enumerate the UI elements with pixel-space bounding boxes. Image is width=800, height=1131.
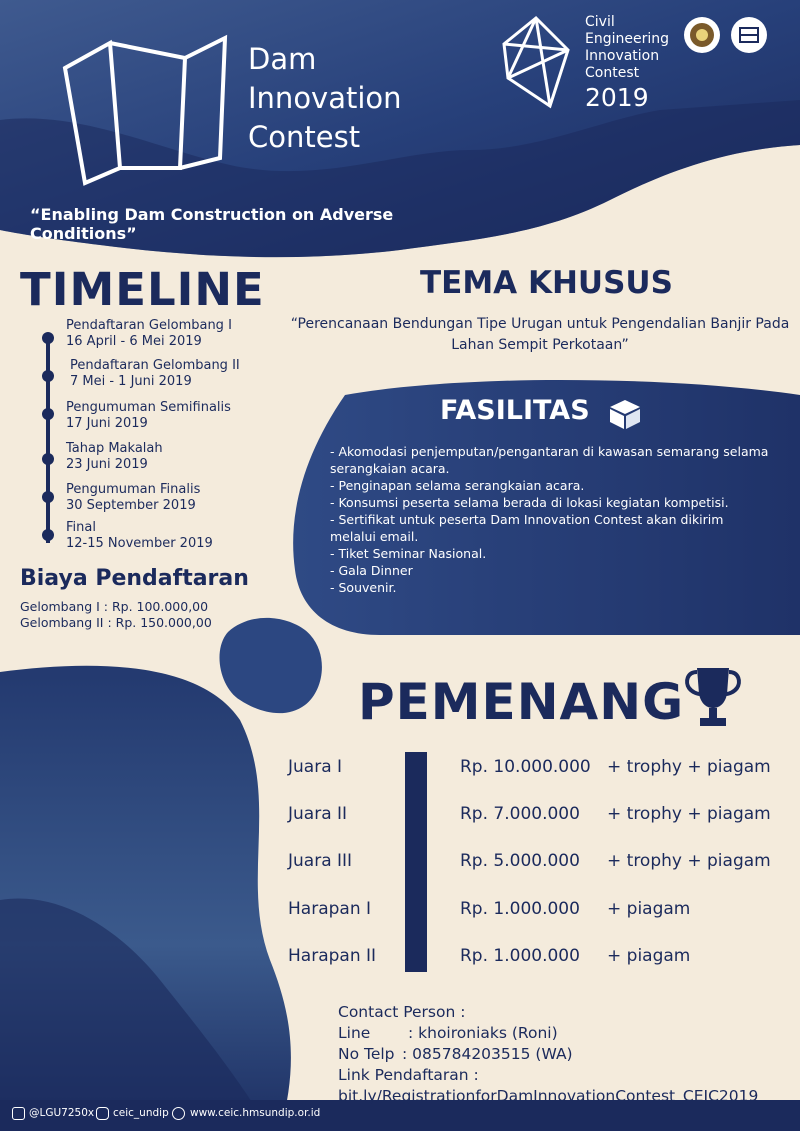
- organizer-line: Contest: [585, 65, 640, 81]
- timeline-date: 23 Juni 2019: [66, 457, 148, 472]
- biaya-title: Biaya Pendaftaran: [20, 566, 249, 591]
- contact-phone-label: No Telp: [338, 1045, 395, 1063]
- line-app-icon: [12, 1107, 25, 1120]
- timeline-item: [66, 482, 286, 514]
- globe-icon: [172, 1107, 185, 1120]
- timeline-date: 7 Mei - 1 Juni 2019: [70, 374, 192, 389]
- timeline-label: Pendaftaran Gelombang II: [70, 358, 240, 373]
- organizer-name: [585, 14, 680, 114]
- timeline-label: Tahap Makalah: [66, 441, 163, 456]
- fasilitas-item: - Konsumsi peserta selama berada di lokasi kegiatan kompetisi.: [330, 495, 729, 510]
- box-icon: [608, 398, 642, 430]
- fasilitas-item: - Souvenir.: [330, 580, 397, 595]
- event-title-line: Innovation: [248, 81, 402, 115]
- trophy-icon: [683, 664, 743, 730]
- fasilitas-item: - Tiket Seminar Nasional.: [330, 546, 487, 561]
- organizer-line: Engineering: [585, 31, 669, 47]
- event-title-line: Contest: [248, 120, 361, 154]
- prize-value: Rp. 1.000.000: [460, 899, 580, 919]
- event-title: [248, 40, 448, 157]
- prize-value: Rp. 7.000.000: [460, 804, 580, 824]
- contact-phone-value: : 085784203515 (WA): [402, 1045, 573, 1063]
- dam-contest-logo: [55, 28, 235, 188]
- timeline-dot: [42, 408, 54, 420]
- instagram-icon: [96, 1107, 109, 1120]
- timeline-line: [46, 333, 50, 543]
- organizer-line: Innovation: [585, 48, 660, 64]
- prize-value: Rp. 10.000.000: [460, 757, 591, 777]
- prize-value: Rp. 5.000.000: [460, 851, 580, 871]
- timeline-label: Final: [66, 520, 96, 535]
- university-emblem-icon: [684, 17, 720, 53]
- footer-instagram[interactable]: ceic_undip: [113, 1107, 169, 1119]
- timeline-item: [70, 358, 290, 390]
- biaya-row: Gelombang I : Rp. 100.000,00: [20, 599, 209, 614]
- fasilitas-title: FASILITAS: [440, 395, 590, 426]
- timeline-date: 16 April - 6 Mei 2019: [66, 334, 202, 349]
- timeline-dot: [42, 453, 54, 465]
- prize-name: Juara II: [288, 804, 348, 824]
- footer-line-id[interactable]: @LGU7250x: [29, 1107, 95, 1119]
- prize-extra: + piagam: [607, 946, 691, 966]
- timeline-dot: [42, 491, 54, 503]
- timeline-date: 30 September 2019: [66, 498, 196, 513]
- organizer-line: Civil: [585, 14, 615, 30]
- tema-title: TEMA KHUSUS: [420, 265, 673, 301]
- timeline-item: [66, 441, 286, 473]
- prize-name: Harapan II: [288, 946, 377, 966]
- prize-value: Rp. 1.000.000: [460, 946, 580, 966]
- registration-link[interactable]: bit.ly/RegistrationforDamInnovationContest_CEIC2019: [338, 1087, 759, 1105]
- prize-name: Juara III: [288, 851, 353, 871]
- fasilitas-item: - Akomodasi penjemputan/pengantaran di kawasan semarang selama serangkaian acara.: [330, 444, 769, 476]
- timeline-item: [66, 400, 286, 432]
- timeline-dot: [42, 370, 54, 382]
- timeline-item: [66, 318, 286, 350]
- department-emblem-icon: [731, 17, 767, 53]
- timeline-title: TIMELINE: [20, 263, 265, 316]
- prize-extra: + piagam: [607, 899, 691, 919]
- fasilitas-item: - Gala Dinner: [330, 563, 413, 578]
- biaya-row: Gelombang II : Rp. 150.000,00: [20, 615, 212, 630]
- contact-line-label: Line: [338, 1024, 371, 1042]
- timeline-date: 12-15 November 2019: [66, 536, 213, 551]
- ceic-star-logo: [500, 14, 572, 110]
- prize-name: Juara I: [288, 757, 343, 777]
- tema-text: “Perencanaan Bendungan Tipe Urugan untuk Pengendalian Banjir Pada Lahan Sempit Perkotaan”: [290, 316, 790, 353]
- footer-website[interactable]: www.ceic.hmsundip.or.id: [190, 1107, 321, 1119]
- timeline-dot: [42, 529, 54, 541]
- timeline-label: Pengumuman Finalis: [66, 482, 201, 497]
- timeline-dot: [42, 332, 54, 344]
- contact-line-value: : khoironiaks (Roni): [408, 1024, 558, 1042]
- timeline-label: Pengumuman Semifinalis: [66, 400, 231, 415]
- prize-extra: + trophy + piagam: [607, 851, 771, 871]
- timeline-date: 17 Juni 2019: [66, 416, 148, 431]
- contact-link-label: Link Pendaftaran :: [338, 1066, 479, 1084]
- prize-name: Harapan I: [288, 899, 372, 919]
- prize-extra: + trophy + piagam: [607, 804, 771, 824]
- fasilitas-list: [330, 443, 770, 596]
- prize-divider: [405, 752, 427, 972]
- fasilitas-item: - Sertifikat untuk peserta Dam Innovation Contest akan dikirim melalui email.: [330, 512, 724, 544]
- organizer-year: 2019: [585, 83, 649, 112]
- tagline: “Enabling Dam Construction on Adverse Conditions”: [30, 205, 394, 243]
- prize-extra: + trophy + piagam: [607, 757, 771, 777]
- timeline-item: [66, 520, 286, 552]
- fasilitas-item: - Penginapan selama serangkaian acara.: [330, 478, 585, 493]
- pemenang-title: PEMENANG: [358, 673, 685, 731]
- event-title-line: Dam: [248, 42, 317, 76]
- contact-heading: Contact Person :: [338, 1003, 466, 1021]
- timeline-label: Pendaftaran Gelombang I: [66, 318, 232, 333]
